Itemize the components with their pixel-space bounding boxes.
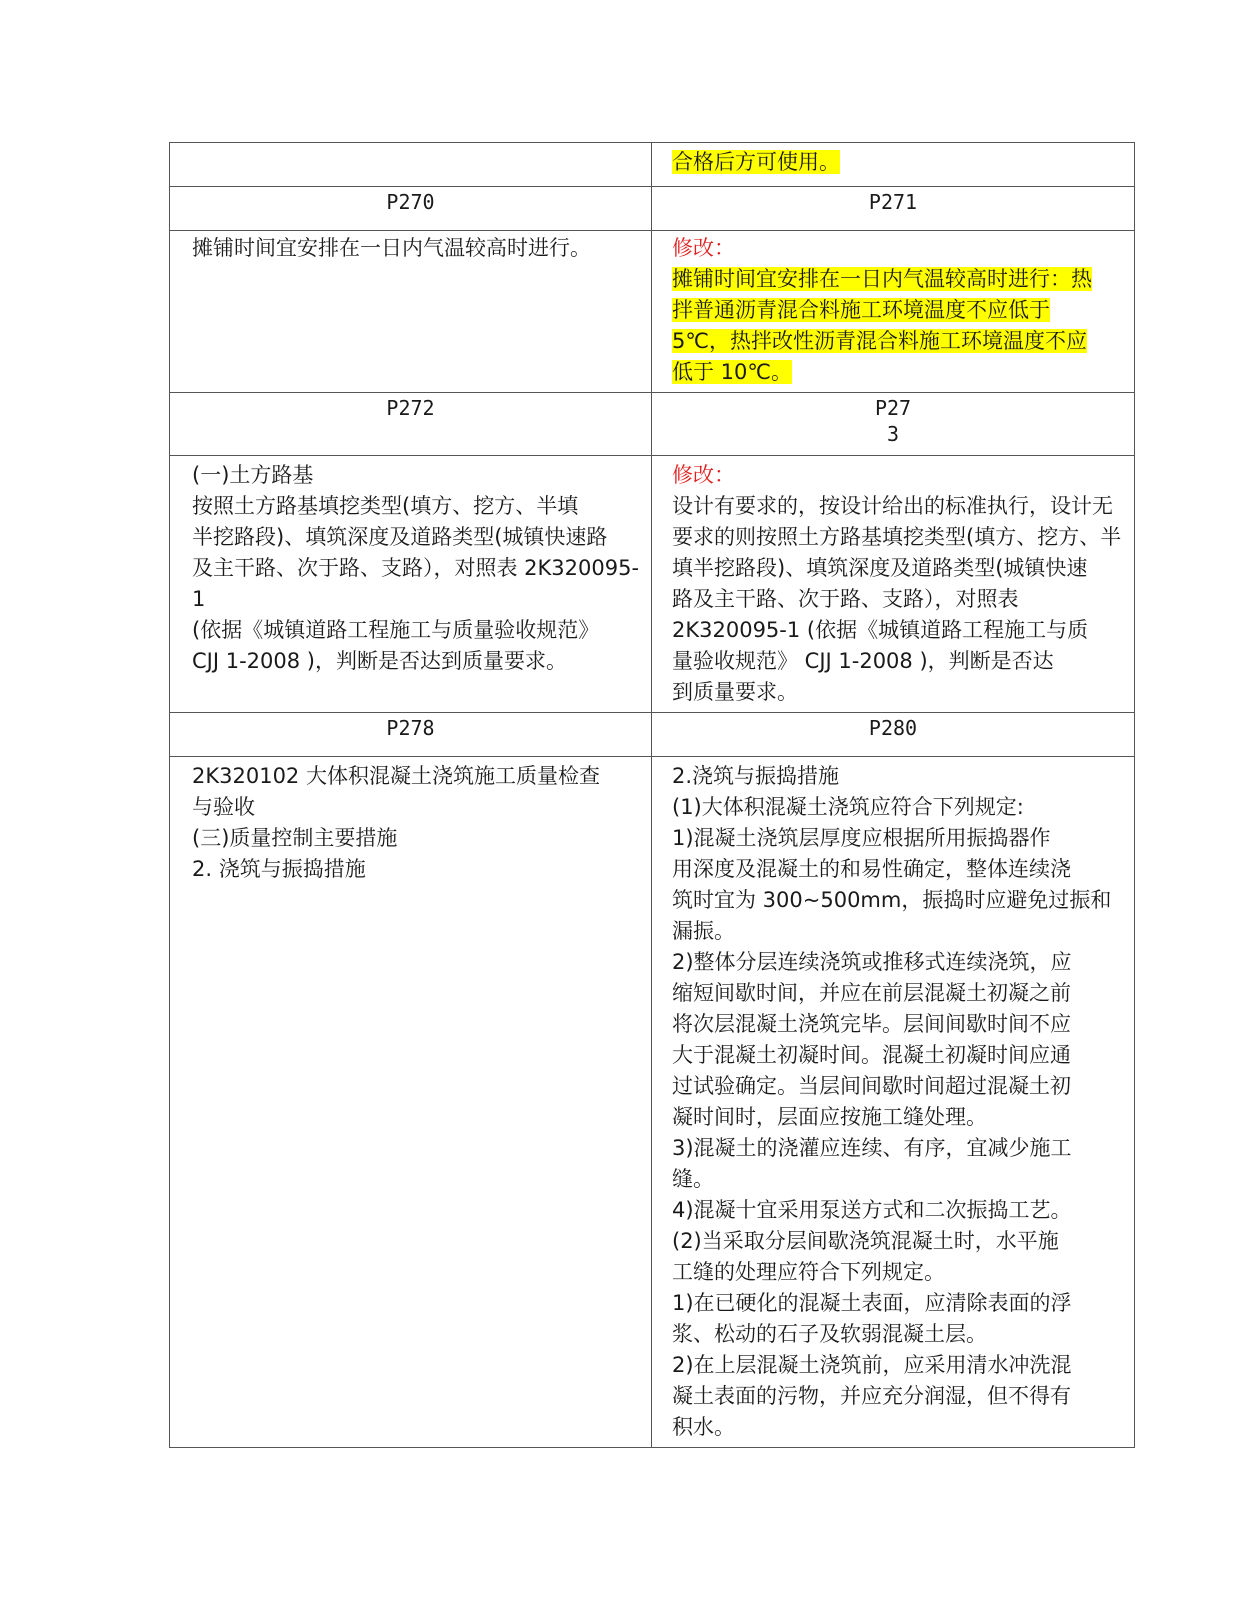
text-line: 积水。 [672, 1415, 735, 1439]
text-line: 2)整体分层连续浇筑或推移式连续浇筑，应 [672, 950, 1072, 974]
text-line: 用深度及混凝土的和易性确定，整体连续浇 [672, 857, 1071, 881]
table-row [170, 143, 1135, 187]
text-line: (1)大体积混凝土浇筑应符合下列规定: [672, 795, 1024, 819]
text-line: 1)混凝土浇筑层厚度应根据所用振捣器作 [672, 826, 1051, 850]
text-line: 2K320095-1 (依据《城镇道路工程施工与质 [672, 618, 1089, 642]
text-line: 半挖路段)、填筑深度及道路类型(城镇快速路 [192, 525, 608, 549]
text-line: 填半挖路段)、填筑深度及道路类型(城镇快速 [672, 556, 1088, 580]
revised-text-cell [652, 456, 1135, 713]
text-line: 漏振。 [672, 919, 735, 943]
text-line: 大于混凝土初凝时间。混凝土初凝时间应通 [672, 1043, 1071, 1067]
text-line: 3)混凝土的浇灌应连续、有序，宜减少施工 [672, 1136, 1072, 1160]
page-number-part: P27 [874, 396, 912, 420]
left-cell [170, 143, 652, 187]
text-line: 2K320102 大体积混凝土浇筑施工质量检查 [192, 764, 600, 788]
text-line: 浆、松动的石子及软弱混凝土层。 [672, 1322, 987, 1346]
right-page-number [652, 393, 1135, 456]
page-number-part: 3 [886, 422, 900, 446]
text-line: 路及主干路、次于路、支路），对照表 [672, 587, 1019, 611]
table-row [170, 231, 1135, 393]
text-line: CJJ 1-2008 )，判断是否达到质量要求。 [192, 649, 567, 673]
text-line: 凝土表面的污物，并应充分润湿，但不得有 [672, 1384, 1071, 1408]
original-text-cell [170, 456, 652, 713]
revision-comparison-table [169, 142, 1135, 1448]
page-number-row [170, 187, 1135, 231]
page-number-row [170, 713, 1135, 757]
right-page-number: P271 [652, 187, 1135, 231]
revised-text-cell [652, 231, 1135, 393]
text-line: (一)土方路基 [192, 463, 314, 487]
original-text-cell [170, 757, 652, 1448]
text-line: (三)质量控制主要措施 [192, 826, 398, 850]
revision-label: 修改： [672, 236, 735, 260]
text-line: 及主干路、次于路、支路），对照表 2K320095-1 [192, 556, 640, 611]
table-row [170, 456, 1135, 713]
revised-text-cell [652, 757, 1135, 1448]
text-line: 凝时间时，层面应按施工缝处理。 [672, 1105, 987, 1129]
highlighted-text: 低于 10℃。 [672, 360, 792, 384]
highlighted-text: 合格后方可使用。 [672, 150, 840, 174]
text-line: 筑时宜为 300~500mm，振捣时应避免过振和 [672, 888, 1112, 912]
highlighted-text: 5℃，热拌改性沥青混合料施工环境温度不应 [672, 329, 1087, 353]
original-text-cell [170, 231, 652, 393]
text-line: 按照土方路基填挖类型(填方、挖方、半填 [192, 494, 579, 518]
text-line: 到质量要求。 [672, 680, 798, 704]
text-line: 工缝的处理应符合下列规定。 [672, 1260, 945, 1284]
text-line: 2.浇筑与振捣措施 [672, 764, 840, 788]
text-line: 2)在上层混凝土浇筑前，应采用清水冲洗混 [672, 1353, 1072, 1377]
text-line: 设计有要求的，按设计给出的标准执行，设计无 [672, 494, 1113, 518]
revision-label: 修改： [672, 463, 735, 487]
text-line: 将次层混凝土浇筑完毕。层间间歇时间不应 [672, 1012, 1071, 1036]
text-line: 1)在已硬化的混凝土表面，应清除表面的浮 [672, 1291, 1072, 1315]
left-page-number: P278 [170, 713, 652, 757]
text-line: 4)混凝十宜采用泵送方式和二次振捣工艺。 [672, 1198, 1072, 1222]
page-number-row [170, 393, 1135, 456]
left-page-number: P272 [170, 393, 652, 456]
text-line: 缝。 [672, 1167, 714, 1191]
text-line: (依据《城镇道路工程施工与质量验收规范》 [192, 618, 600, 642]
left-page-number: P270 [170, 187, 652, 231]
text-line: 缩短间歇时间，并应在前层混凝土初凝之前 [672, 981, 1071, 1005]
text-line: (2)当采取分层间歇浇筑混凝土时，水平施 [672, 1229, 1059, 1253]
text-line: 要求的则按照土方路基填挖类型(填方、挖方、半 [672, 525, 1122, 549]
highlighted-text: 摊铺时间宜安排在一日内气温较高时进行：热 [672, 267, 1092, 291]
highlighted-text: 拌普通沥青混合料施工环境温度不应低于 [672, 298, 1050, 322]
text-line: 2. 浇筑与振捣措施 [192, 857, 366, 881]
right-cell [652, 143, 1135, 187]
text-line: 量验收规范》 CJJ 1-2008 )，判断是否达 [672, 649, 1054, 673]
table-row [170, 757, 1135, 1448]
text-line: 与验收 [192, 795, 255, 819]
text-line: 过试验确定。当层间间歇时间超过混凝土初 [672, 1074, 1071, 1098]
text-line: 摊铺时间宜安排在一日内气温较高时进行。 [192, 236, 591, 260]
right-page-number: P280 [652, 713, 1135, 757]
